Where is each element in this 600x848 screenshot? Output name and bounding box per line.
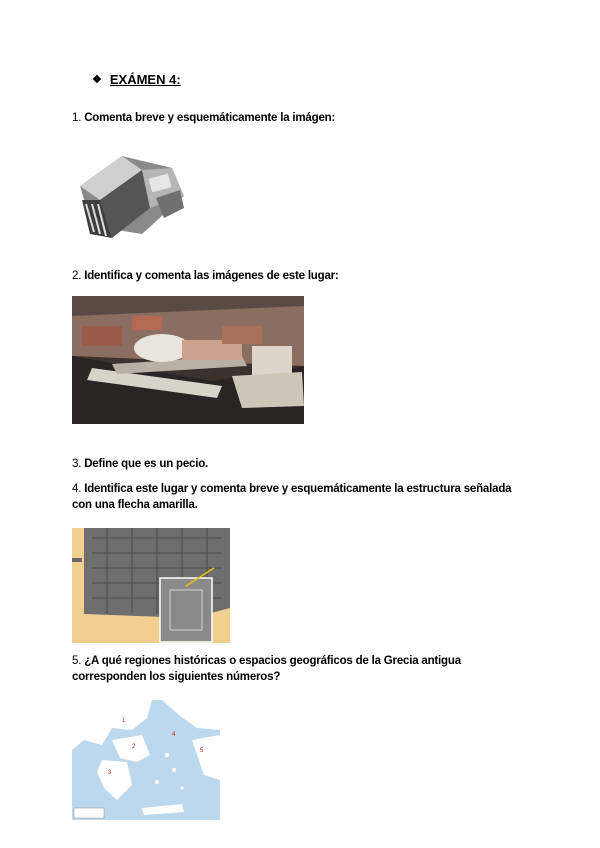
exam-title-text: EXÁMEN 4: [109,72,181,87]
svg-text:1: 1 [122,718,126,724]
greece-map-image [72,700,220,820]
question-number: 4. [72,483,82,495]
question-text: Identifica este lugar y comenta breve y esquemáticamente la estructura señalada con una flecha amarilla. [72,483,512,511]
bullet-icon: ❖ [92,74,102,86]
question-3 [72,456,532,472]
aerial-photo-image [72,528,230,643]
building-model-image [72,138,187,246]
question-1 [72,110,532,126]
svg-text:3: 3 [108,770,112,776]
question-text: Comenta breve y esquemáticamente la imágen: [84,112,336,124]
question-number: 3. [72,458,82,470]
svg-text:2: 2 [132,744,136,750]
question-text: ¿A qué regiones históricas o espacios geográficos de la Grecia antigua corresponden los siguientes números? [72,655,461,683]
svg-text:5: 5 [200,748,204,754]
question-4 [72,481,532,513]
question-number: 5. [72,655,82,667]
exam-title [92,72,181,87]
question-number: 2. [72,270,82,282]
question-2 [72,268,532,284]
question-text: Define que es un pecio. [84,458,209,470]
question-text: Identifica y comenta las imágenes de este lugar: [84,270,339,282]
question-number: 1. [72,112,82,124]
site-model-image [72,296,304,424]
svg-text:4: 4 [172,732,176,738]
question-5 [72,653,532,685]
